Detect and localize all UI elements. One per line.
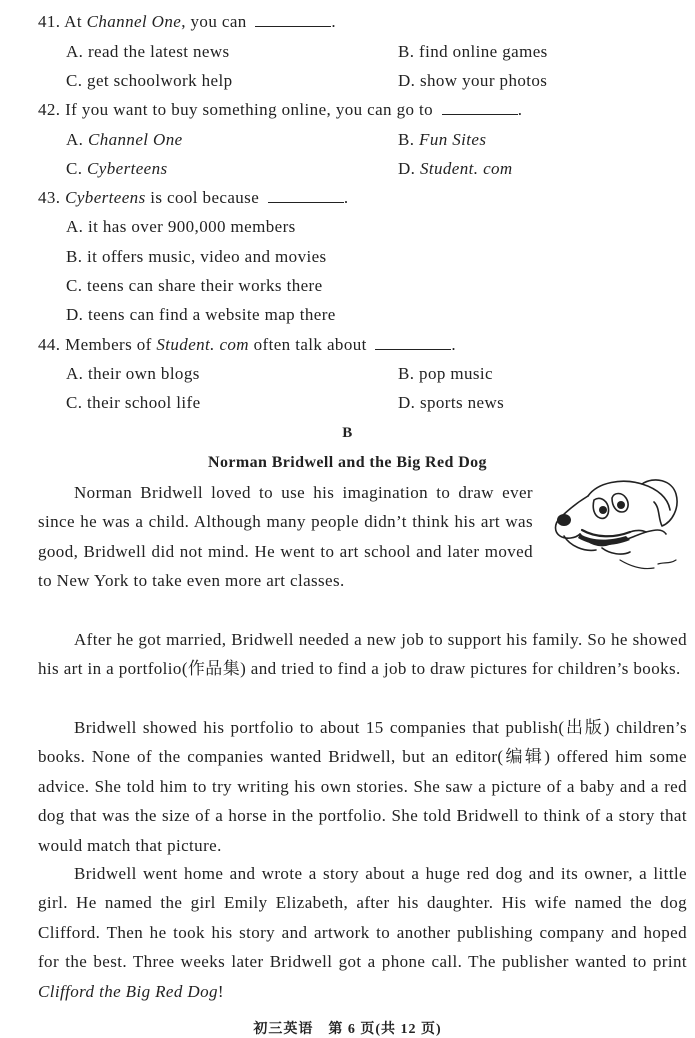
page-footer: 初三英语 第 6 页(共 12 页) — [253, 1022, 442, 1037]
question-41-option-c: C. get schoolwork help — [66, 71, 233, 90]
question-41-option-d: D. show your photos — [398, 71, 548, 90]
passage-paragraph-3: Bridwell showed his portfolio to about 15 companies that publish(出版) children’s books. None of the companies wanted Bridwell, but an editor(编辑) offered him some advice. She told him to try writing his own stories. She saw a picture of a baby and a red dog that was the size of a horse in the portfolio. She told Bridwell to think of a story that would match that picture. — [38, 718, 687, 855]
question-43-option-d: D. teens can find a website map there — [66, 305, 336, 324]
question-42-option-b: B. Fun Sites — [398, 130, 487, 149]
question-43-stem: 43. Cyberteens is cool because . — [38, 188, 349, 207]
question-44-option-b: B. pop music — [398, 364, 494, 383]
clifford-dog-illustration — [550, 474, 690, 584]
question-42-option-d: D. Student. com — [398, 159, 513, 178]
passage-paragraph-2: After he got married, Bridwell needed a new job to support his family. So he showed his art in a portfolio(作品集) and tried to find a job to draw pictures for children’s books. — [38, 630, 687, 679]
question-41-option-b: B. find online games — [398, 42, 548, 61]
answer-blank — [375, 335, 451, 350]
question-42-option-c: C. Cyberteens — [66, 159, 168, 178]
question-44-option-c: C. their school life — [66, 393, 201, 412]
passage-paragraph-1: Norman Bridwell loved to use his imagination to draw ever since he was a child. Although many people didn’t think his art was good, Bridwell did not mind. He went to art school and later moved to New York to take even more art classes. — [38, 483, 533, 591]
answer-blank — [268, 188, 344, 203]
question-42-stem: 42. If you want to buy something online, you can go to . — [38, 100, 523, 119]
passage-paragraph-4: Bridwell went home and wrote a story about a huge red dog and its owner, a little girl. He named the girl Emily Elizabeth, after his daughter. His wife named the dog Clifford. Then he took his story and artwork to another publishing company and hoped for the best. Three weeks later Bridwell got a phone call. The publisher wanted to print Clifford the Big Red Dog! — [38, 864, 687, 1001]
question-43-option-c: C. teens can share their works there — [66, 276, 323, 295]
question-42-option-a: A. Channel One — [66, 130, 183, 149]
answer-blank — [255, 12, 331, 27]
section-label: B — [342, 425, 353, 441]
question-44-option-a: A. their own blogs — [66, 364, 200, 383]
passage-title: Norman Bridwell and the Big Red Dog — [208, 454, 487, 471]
question-41-stem: 41. At Channel One, you can . — [38, 12, 336, 31]
question-44-option-d: D. sports news — [398, 393, 505, 412]
answer-blank — [442, 100, 518, 115]
question-43-option-b: B. it offers music, video and movies — [66, 247, 327, 266]
question-43-option-a: A. it has over 900,000 members — [66, 217, 296, 236]
question-41-option-a: A. read the latest news — [66, 42, 230, 61]
question-44-stem: 44. Members of Student. com often talk about . — [38, 335, 457, 354]
